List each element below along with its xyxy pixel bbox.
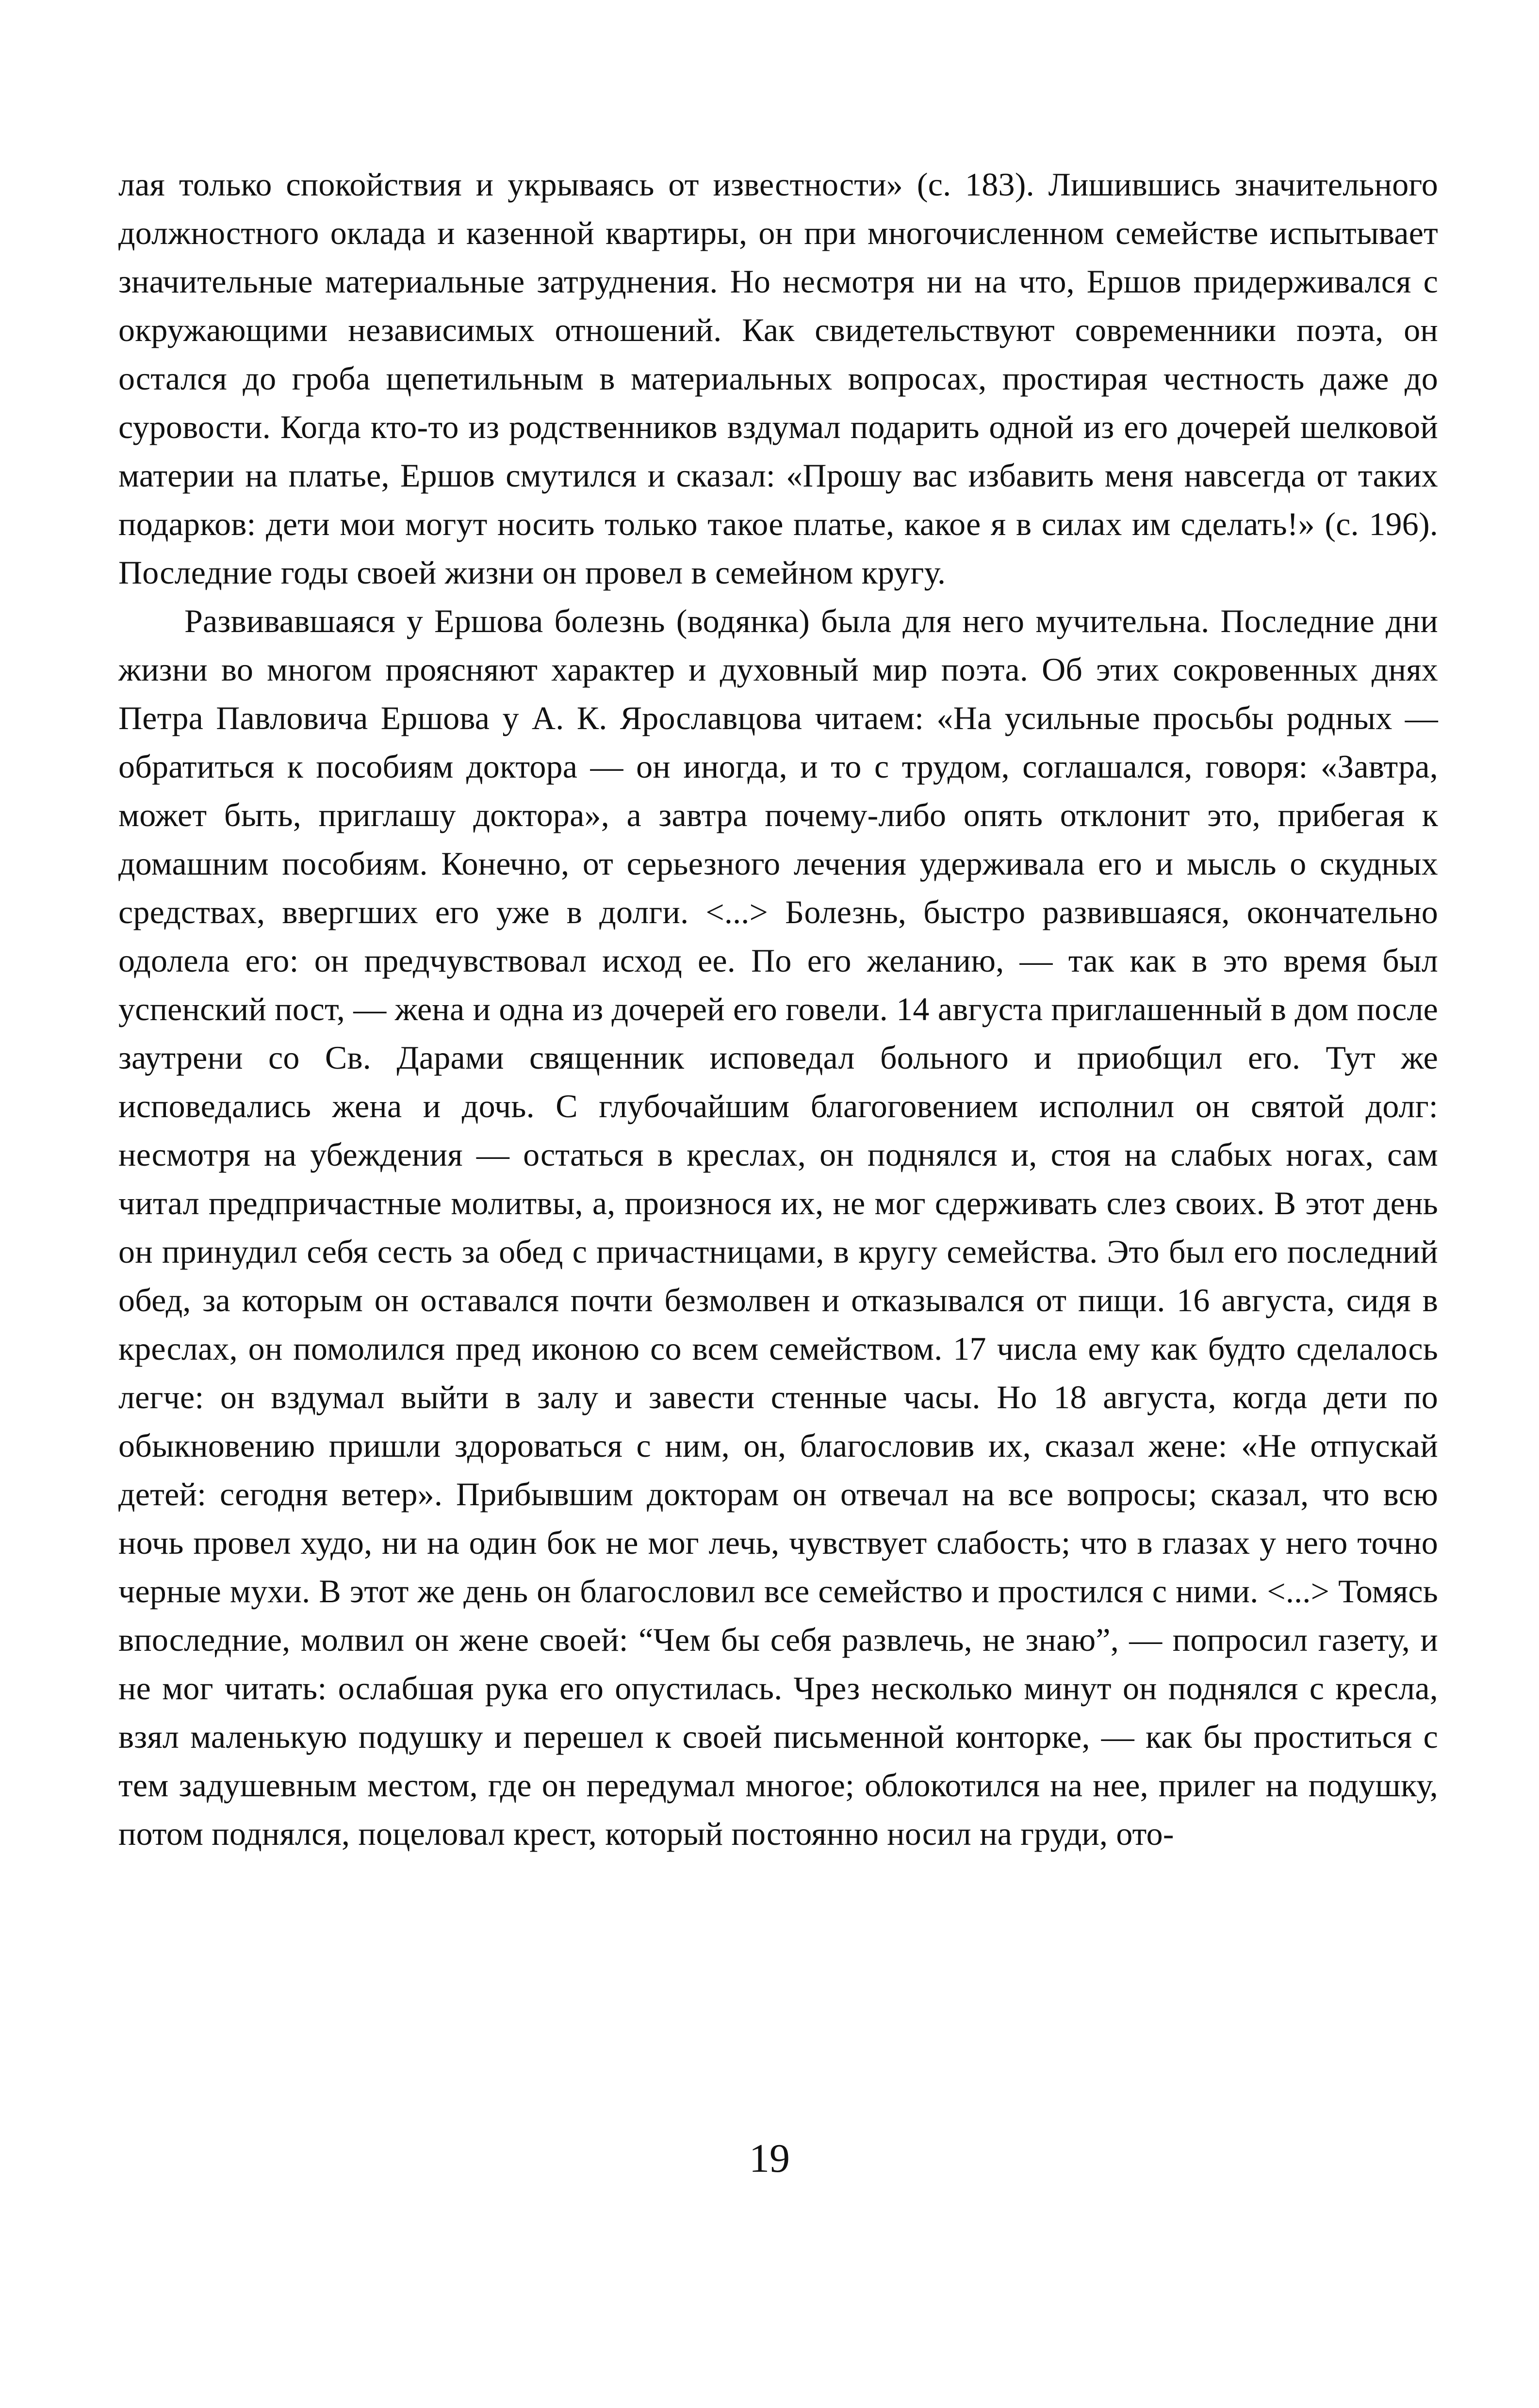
- page-number: 19: [749, 2136, 790, 2181]
- page-body: [118, 160, 1438, 1858]
- paragraph-continued: лая только спокойствия и укрываясь от известности» (с. 183). Лишившись значительного должностного оклада и казенной квартиры, он при многочисленном семействе испытывает значительные материальные затруднения. Но несмотря ни на что, Ершов придерживался с окружающими независимых отношений. Как свидетельствуют современники поэта, он остался до гроба щепетильным в материальных вопросах, простирая честность даже до суровости. Когда кто-то из родственников вздумал подарить одной из его дочерей шелковой материи на платье, Ершов смутился и сказал: «Прошу вас избавить меня навсегда от таких подарков: дети мои могут носить только такое платье, какое я в силах им сделать!» (с. 196). Последние годы своей жизни он провел в семейном кругу.: [118, 166, 1438, 591]
- paragraph-illness: Развивавшаяся у Ершова болезнь (водянка) была для него мучительна. Последние дни жизни во многом проясняют характер и духовный мир поэта. Об этих сокровенных днях Петра Павловича Ершова у А. К. Ярославцова читаем: «На усильные просьбы родных — обратиться к пособиям доктора — он иногда, и то с трудом, соглашался, говоря: «Завтра, может быть, приглашу доктора», а завтра почему-либо опять отклонит это, прибегая к домашним пособиям. Конечно, от серьезного лечения удерживала его и мысль о скудных средствах, ввергших его уже в долги. <...> Болезнь, быстро развившаяся, окончательно одолела его: он предчувствовал исход ее. По его желанию, — так как в это время был успенский пост, — жена и одна из дочерей его говели. 14 августа приглашенный в дом после заутрени со Св. Дарами священник исповедал больного и приобщил его. Тут же исповедались жена и дочь. С глубочайшим благоговением исполнил он святой долг: несмотря на убеждения — остаться в креслах, он поднялся и, стоя на слабых ногах, сам читал предпричастные молитвы, а, произнося их, не мог сдерживать слез своих. В этот день он принудил себя сесть за обед с причастницами, в кругу семейства. Это был его последний обед, за которым он оставался почти безмолвен и отказывался от пищи. 16 августа, сидя в креслах, он помолился пред иконою со всем семейством. 17 числа ему как будто сделалось легче: он вздумал выйти в залу и завести стенные часы. Но 18 августа, когда дети по обыкновению пришли здороваться с ним, он, благословив их, сказал жене: «Не отпускай детей: сегодня ветер». Прибывшим докторам он отвечал на все вопросы; сказал, что всю ночь провел худо, ни на один бок не мог лечь, чувствует слабость; что в глазах у него точно черные мухи. В этот же день он благословил все семейство и простился с ними. <...> Томясь впоследние, молвил он жене своей: “Чем бы себя развлечь, не знаю”, — попросил газету, и не мог читать: ослабшая рука его опустилась. Чрез несколько минут он поднялся с кресла, взял маленькую подушку и перешел к своей письменной конторке, — как бы проститься с тем задушевным местом, где он передумал многое; облокотился на нее, прилег на подушку, потом поднялся, поцеловал крест, который постоянно носил на груди, ото-: [118, 602, 1438, 1852]
